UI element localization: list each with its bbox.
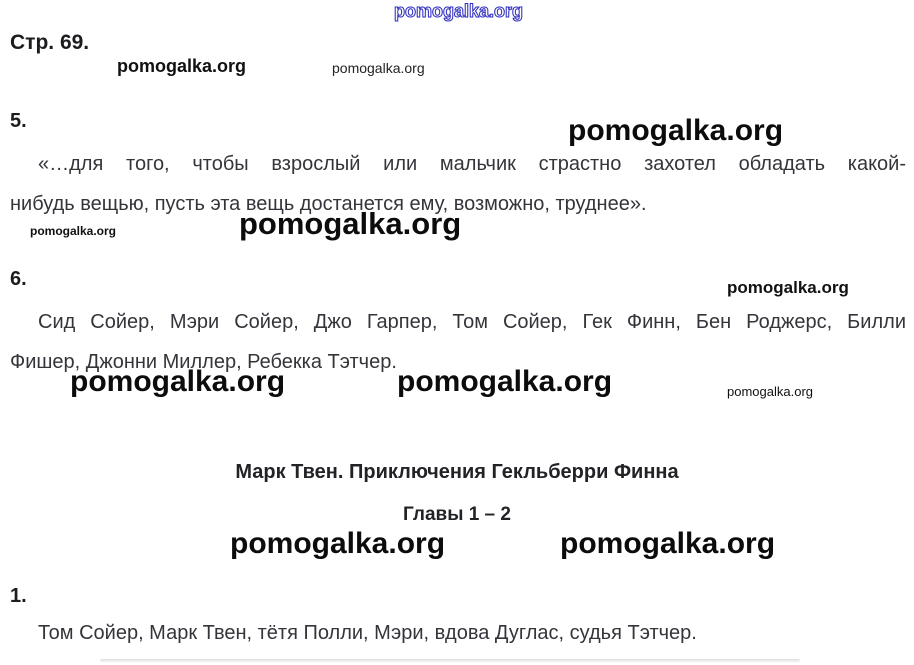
book-title-heading: Марк Твен. Приключения Гекльберри Финна xyxy=(235,461,679,483)
scan-cutoff-artifact xyxy=(100,659,800,663)
question-1-number: 1. xyxy=(10,585,27,607)
question-6-number: 6. xyxy=(10,268,27,290)
watermark-small-row-right: pomogalka.org xyxy=(727,384,813,399)
chapters-subheading: Главы 1 – 2 xyxy=(403,504,511,525)
watermark-large-row-left: pomogalka.org xyxy=(70,365,286,398)
watermark-bold-header: pomogalka.org xyxy=(117,56,247,76)
watermark-small-q5: pomogalka.org xyxy=(30,224,117,238)
watermark-regular-header: pomogalka.org xyxy=(332,60,425,76)
answer-5-line-1: «…для того, чтобы взрослый или мальчик страстно захотел обладать какой- xyxy=(38,153,906,175)
watermark-large-chapters-left: pomogalka.org xyxy=(230,527,446,560)
watermark-large-row-center: pomogalka.org xyxy=(397,365,613,398)
answer-6-line-2: Фишер, Джонни Миллер, Ребекка Тэтчер. xyxy=(10,351,397,373)
watermark-medium-q6: pomogalka.org xyxy=(727,278,849,297)
answer-5-line-2: нибудь вещью, пусть эта вещь достанется ему, возможно, труднее». xyxy=(10,193,647,215)
watermark-large-chapters-right: pomogalka.org xyxy=(560,527,776,560)
watermark-large-under-q5: pomogalka.org xyxy=(239,206,462,241)
answer-1-line-1: Том Сойер, Марк Твен, тётя Полли, Мэри, вдова Дуглас, судья Тэтчер. xyxy=(38,622,697,644)
question-5-number: 5. xyxy=(10,110,27,132)
page-number-label: Стр. 69. xyxy=(10,31,90,54)
answer-6-line-1: Сид Сойер, Мэри Сойер, Джо Гарпер, Том Сойер, Гек Финн, Бен Роджерс, Билли xyxy=(38,311,906,333)
watermark-outline-top: pomogalka.org xyxy=(394,1,524,21)
watermark-large-q5: pomogalka.org xyxy=(568,114,784,147)
